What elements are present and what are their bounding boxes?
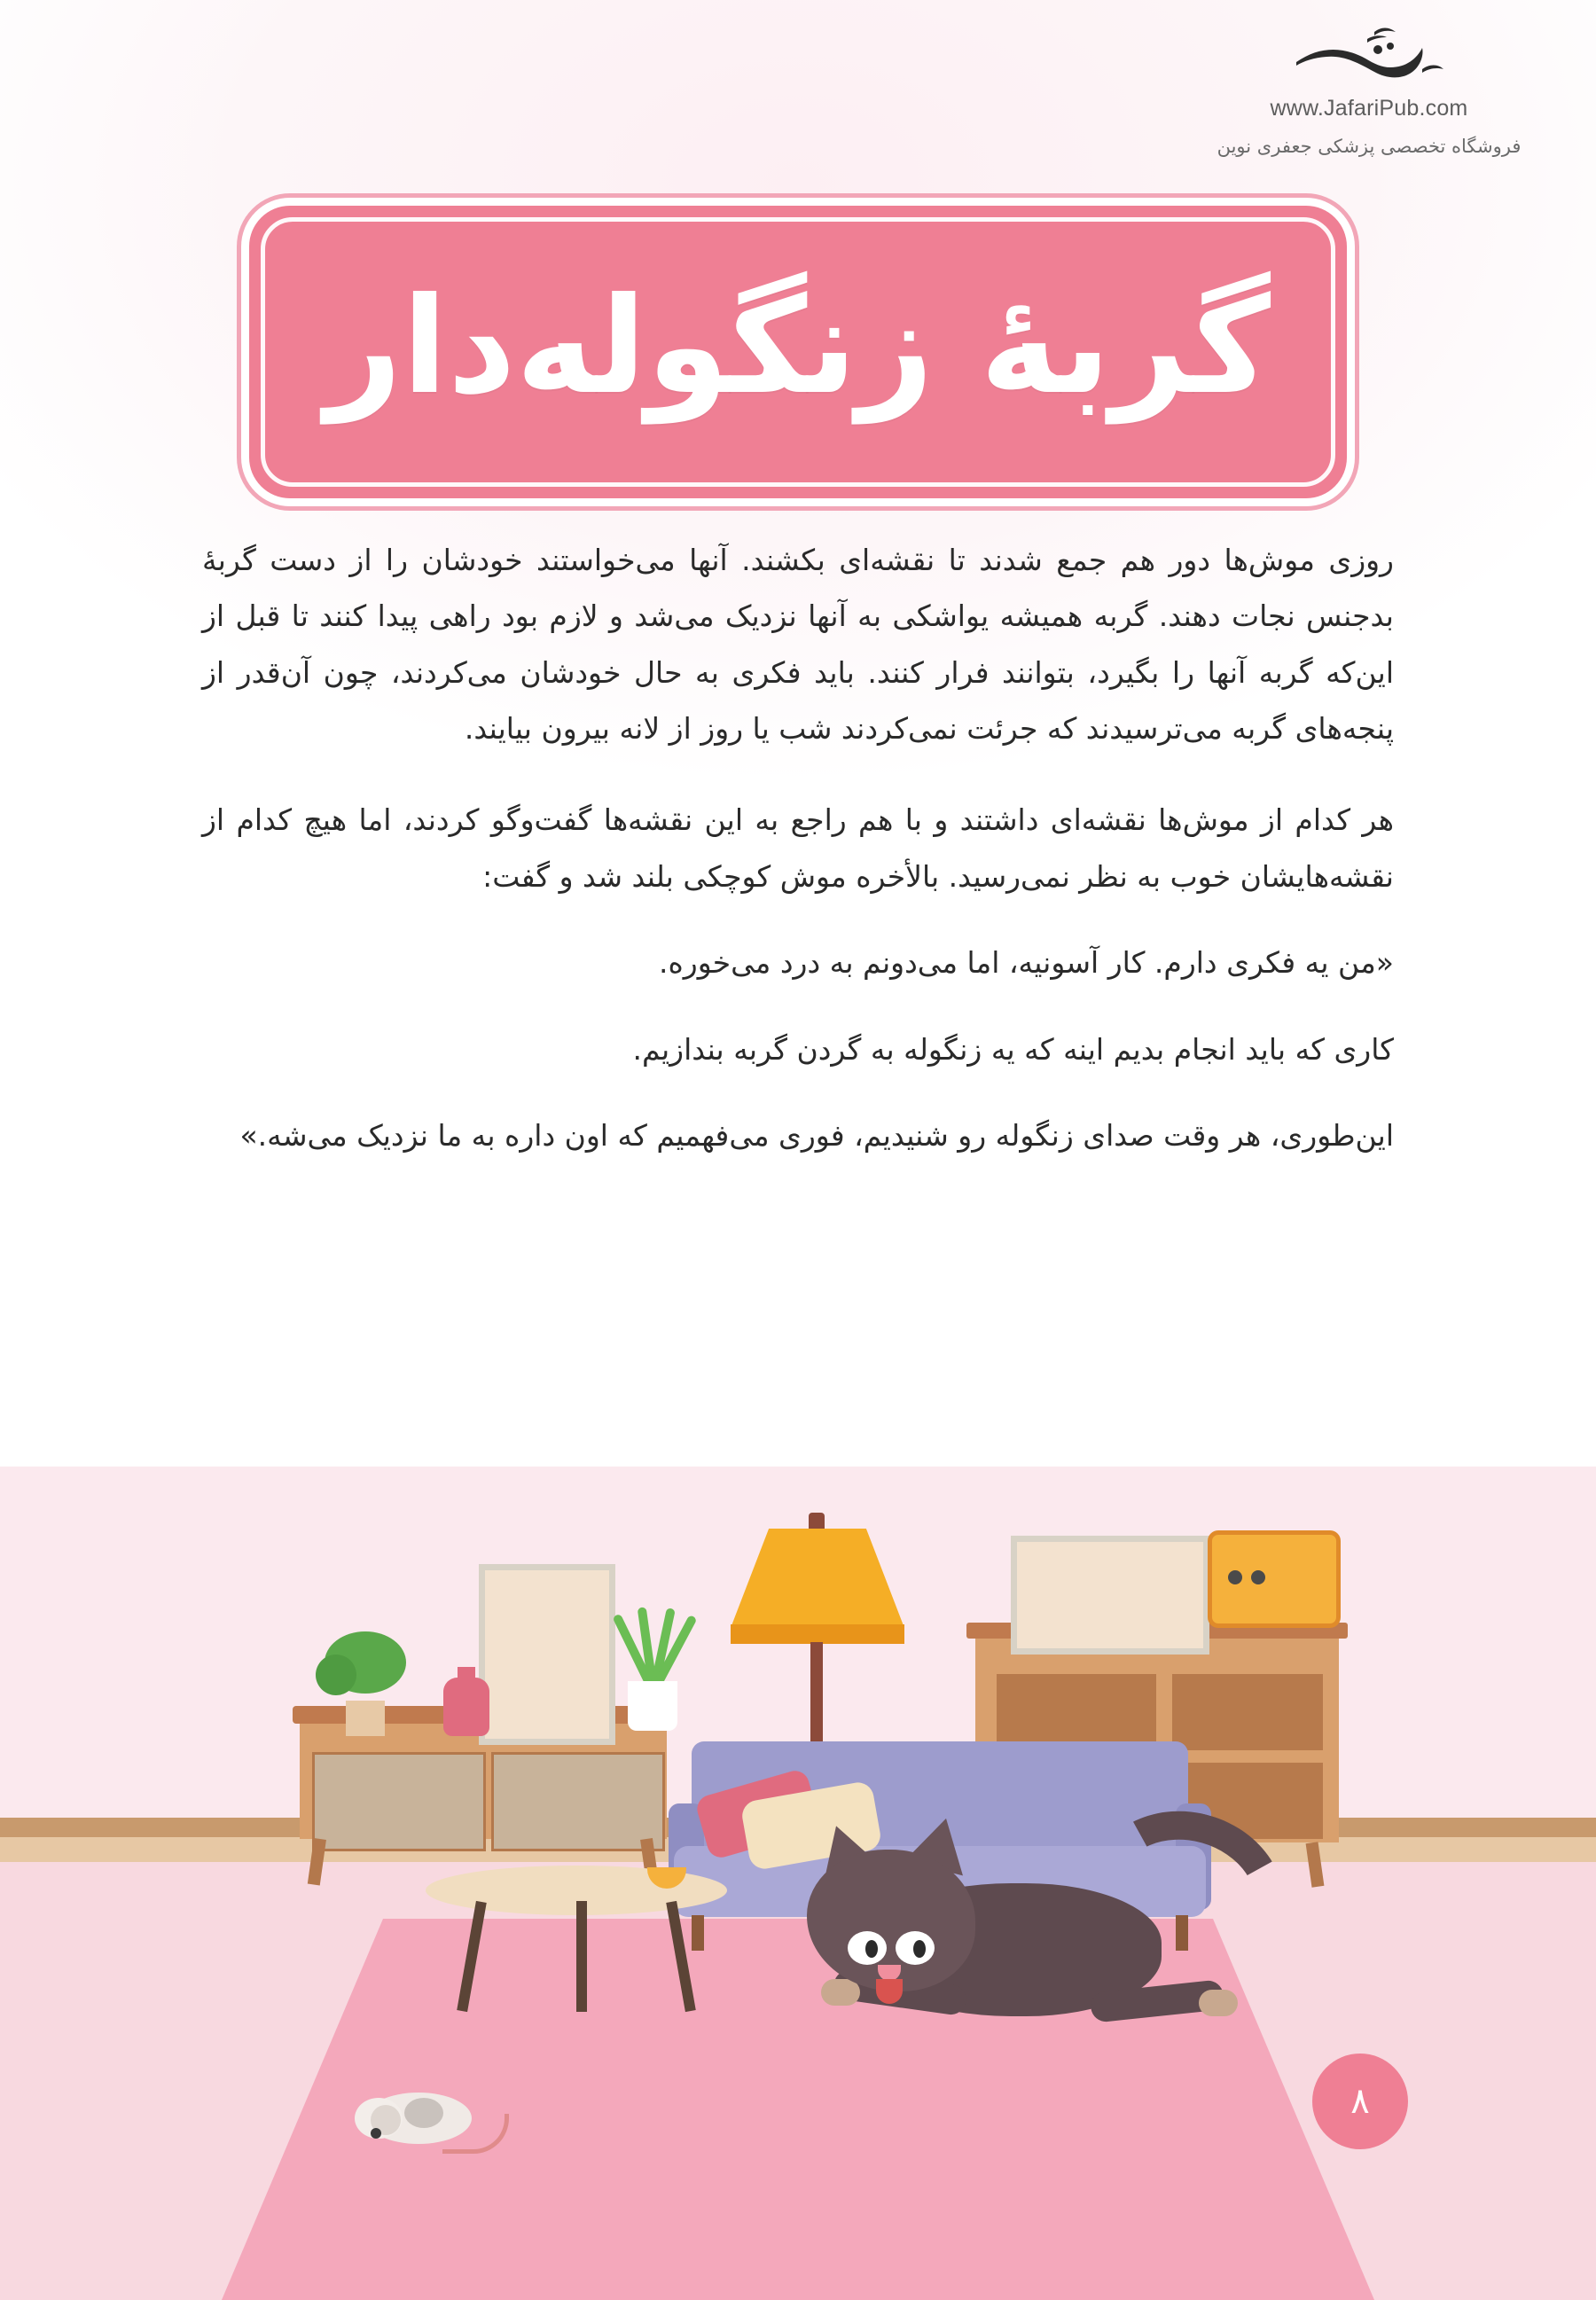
story-dialog-line-2: کاری که باید انجام بدیم اینه که یه زنگوله به گردن گربه بندازیم.: [632, 1031, 1394, 1067]
shelf-cell: [1172, 1674, 1323, 1750]
lamp-shade: [731, 1529, 904, 1628]
story-paragraph-1: روزی موش‌ها دور هم جمع شدند تا نقشه‌ای بکشند. آنها می‌خواستند خودشان را از دست گربهٔ بدجنس نجات دهند. گربه همیشه یواشکی به آنها نزدیک می‌شد و لازم بود راهی پیدا کنند تا قبل از این‌که گربه آنها را بگیرد، بتوانند فرار کنند. باید فکری به حال خودشان می‌کردند، چون آن‌قدر از پنجه‌های گربه می‌ترسیدند که جرئت نمی‌کردند شب یا روز از لانه بیرون بیایند.: [202, 543, 1394, 747]
publisher-logo-block: [1183, 23, 1555, 157]
sideboard-door: [312, 1752, 486, 1851]
lamp-fringe: [731, 1624, 904, 1644]
picture-frame: [479, 1564, 615, 1745]
sideboard-door: [491, 1752, 665, 1851]
publisher-url[interactable]: www.JafariPub.com: [1270, 96, 1468, 121]
cat-eye: [848, 1931, 887, 1965]
cat-character: [798, 1803, 1259, 2069]
cat-pupil: [865, 1940, 878, 1958]
cat-paw: [1199, 1990, 1238, 2016]
cat-paw: [821, 1979, 860, 2006]
mouse-character: [355, 2078, 497, 2158]
page-header: [0, 16, 1596, 202]
story-title-banner: [0, 206, 1596, 498]
picture-frame: [1011, 1536, 1209, 1655]
table-leg: [576, 1901, 587, 2012]
mouse-eye: [371, 2128, 381, 2139]
shelf-leg: [1306, 1842, 1325, 1887]
table-leg: [457, 1901, 487, 2012]
shelf-cell: [997, 1674, 1156, 1750]
table-leg: [666, 1901, 696, 2012]
cat-eye: [896, 1931, 935, 1965]
story-body: [202, 532, 1394, 1163]
mouse-patch: [404, 2098, 443, 2128]
story-illustration: [0, 1467, 1596, 2300]
title-ribbon: [249, 206, 1347, 498]
story-dialog-line-1: «من یه فکری دارم. کار آسونیه، اما می‌دونم به درد می‌خوره.: [659, 945, 1394, 981]
page-title: گربهٔ زنگوله‌دار: [325, 270, 1271, 424]
page-number-badge: ۸: [1312, 2054, 1408, 2149]
jafari-pub-logo-icon: [1289, 23, 1449, 94]
plant-foliage: [316, 1655, 356, 1695]
radio-device: [1208, 1530, 1341, 1628]
device-knob: [1228, 1570, 1242, 1584]
coffee-table: [426, 1866, 727, 2025]
potted-plant: [612, 1598, 692, 1731]
plant-pot: [346, 1701, 385, 1736]
cat-pupil: [913, 1940, 926, 1958]
mouse-head: [355, 2098, 403, 2139]
device-knob: [1251, 1570, 1265, 1584]
vase: [443, 1678, 489, 1736]
publisher-subtitle: فروشگاه تخصصی پزشکی جعفری نوین: [1217, 136, 1522, 157]
potted-plant: [316, 1631, 413, 1747]
sideboard-leg: [308, 1838, 326, 1885]
story-dialog-line-3: این‌طوری، هر وقت صدای زنگوله رو شنیدیم، فوری می‌فهمیم که اون داره به ما نزدیک می‌شه.»: [239, 1117, 1394, 1153]
plant-pot: [628, 1681, 677, 1731]
story-paragraph-2: هر کدام از موش‌ها نقشه‌ای داشتند و با هم راجع به این نقشه‌ها گفت‌وگو کردند، اما هیچ کدام از نقشه‌هایشان خوب به نظر نمی‌رسید. بالأخره موش کوچکی بلند شد و گفت:: [202, 802, 1394, 894]
cat-head: [807, 1850, 975, 1991]
